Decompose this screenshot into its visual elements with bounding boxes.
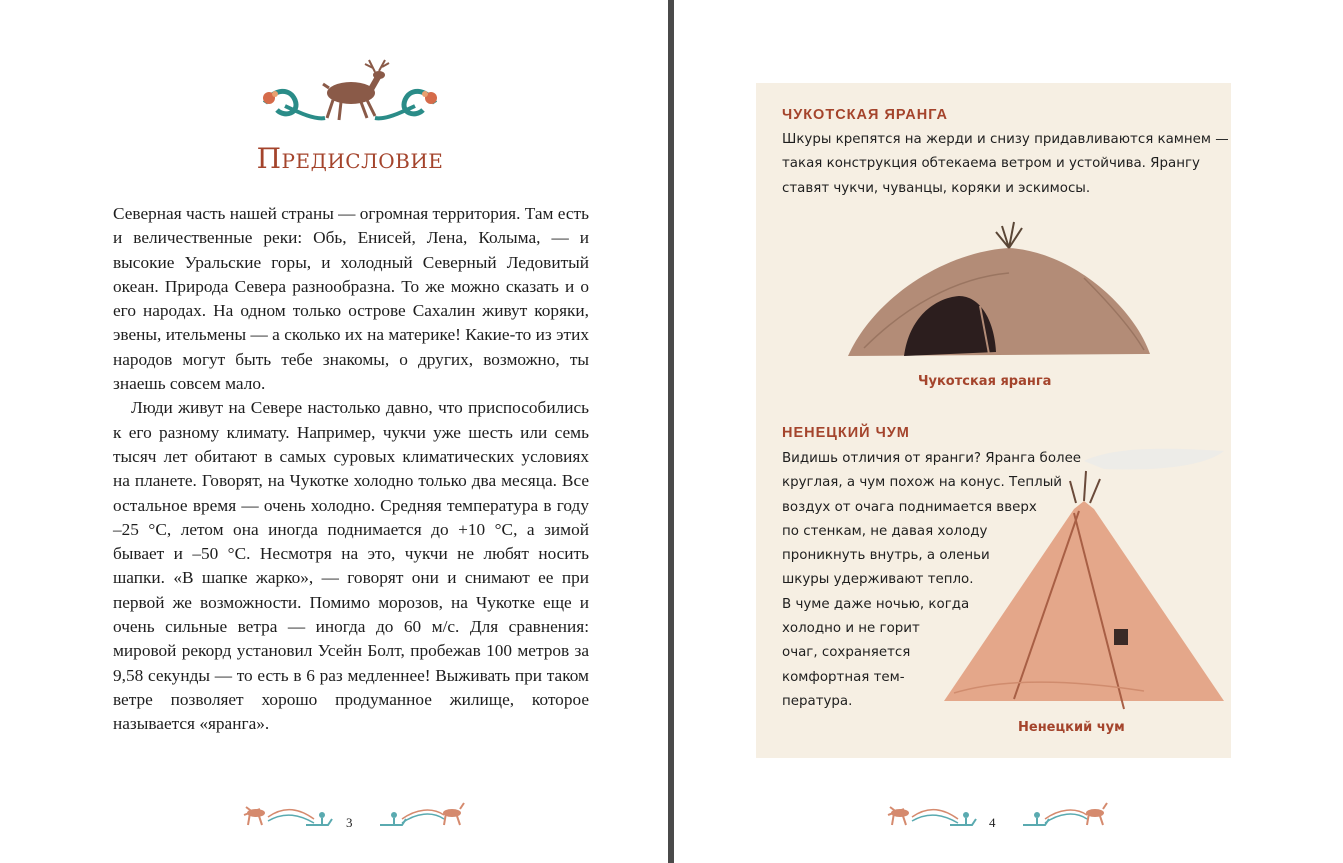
text-line: пература. bbox=[782, 693, 853, 709]
yaranga-illustration bbox=[844, 218, 1154, 358]
yaranga-text bbox=[782, 128, 1229, 201]
text-line: холодно и не горит bbox=[782, 621, 920, 637]
chum-illustration bbox=[934, 441, 1231, 719]
text-line: круглая, а чум похож на конус. Теплый bbox=[782, 475, 1062, 491]
text-line: очаг, сохраняется bbox=[782, 645, 911, 661]
info-panel bbox=[756, 83, 1231, 758]
text-line: Видишь отличия от яранги? Яранга более bbox=[782, 451, 1082, 466]
text-line: Шкуры крепятся на жерди и снизу придавливаются камнем — bbox=[782, 132, 1229, 147]
text-line: комфортная тем- bbox=[782, 669, 905, 685]
sled-ornament-icon bbox=[376, 795, 466, 833]
sled-ornament-icon bbox=[240, 795, 335, 833]
page-title: Предисловие bbox=[256, 142, 444, 175]
yaranga-caption: Чукотская яранга bbox=[918, 374, 1052, 389]
text-line: такая конструкция обтекаема ветром и устойчива. Ярангу bbox=[782, 156, 1200, 172]
yaranga-heading: ЧУКОТСКАЯ ЯРАНГА bbox=[782, 107, 948, 123]
text-line: ставят чукчи, чуванцы, коряки и эскимосы. bbox=[782, 180, 1091, 196]
paragraph: Северная часть нашей страны — огромная территория. Там есть и величественные реки: Обь, Енисей, Лена, Колыма, — и высокие Уральские горы, и холодный Северный Ледовитый океан. Природа Севера разнообразна. То же можно сказать и о его народах. На одном только острове Сахалин живут коряки, эвены, ительмены — а сколько их на материке! Какие-то из этих народов могут быть тебе знакомы, о других, возможно, ты знаешь совсем мало. bbox=[113, 204, 589, 394]
page-number: 4 bbox=[989, 815, 996, 830]
chum-caption: Ненецкий чум bbox=[1018, 720, 1125, 735]
text-line: по стенкам, не давая холоду bbox=[782, 523, 988, 539]
text-line: проникнуть внутрь, а оленьи bbox=[782, 548, 990, 564]
text-line: шкуры удерживают тепло. bbox=[782, 572, 974, 588]
text-line: В чуме даже ночью, когда bbox=[782, 596, 970, 612]
sled-ornament-icon bbox=[884, 795, 979, 833]
right-page bbox=[674, 0, 1343, 863]
page-number: 3 bbox=[346, 815, 353, 830]
left-page bbox=[0, 0, 668, 863]
reindeer-ornament-icon bbox=[255, 58, 445, 133]
sled-ornament-icon bbox=[1019, 795, 1109, 833]
paragraph: Люди живут на Севере настолько давно, что приспособились к его разному климату. Например, чукчи уже шесть или семь тысяч лет обитают в самых суровых климатических условиях на планете. Говорят, на Чукотке холодно только два месяца. Все остальное время — очень холодно. Средняя температура в году –25 °С, летом она иногда поднимается до +10 °С, а зимой бывает и –50 °С. Несмотря на это, чукчи не любят носить шапки. «В шапке жарко», — говорят они и снимают ее при первой же возможности. Помимо морозов, на Чукотке еще и очень сильные ветра — иногда до 60 м/с. Для сравнения: мировой рекорд установил Усейн Болт, пробежав 100 метров за 9,58 секунды — то есть в 6 раз медленнее! Выживать при таком ветре позволяет хорошо продуманное жилище, которое называется «яранга». bbox=[113, 398, 589, 734]
foreword-body bbox=[113, 202, 589, 737]
chum-heading: НЕНЕЦКИЙ ЧУМ bbox=[782, 425, 910, 441]
text-line: воздух от очага поднимается вверх bbox=[782, 499, 1037, 515]
